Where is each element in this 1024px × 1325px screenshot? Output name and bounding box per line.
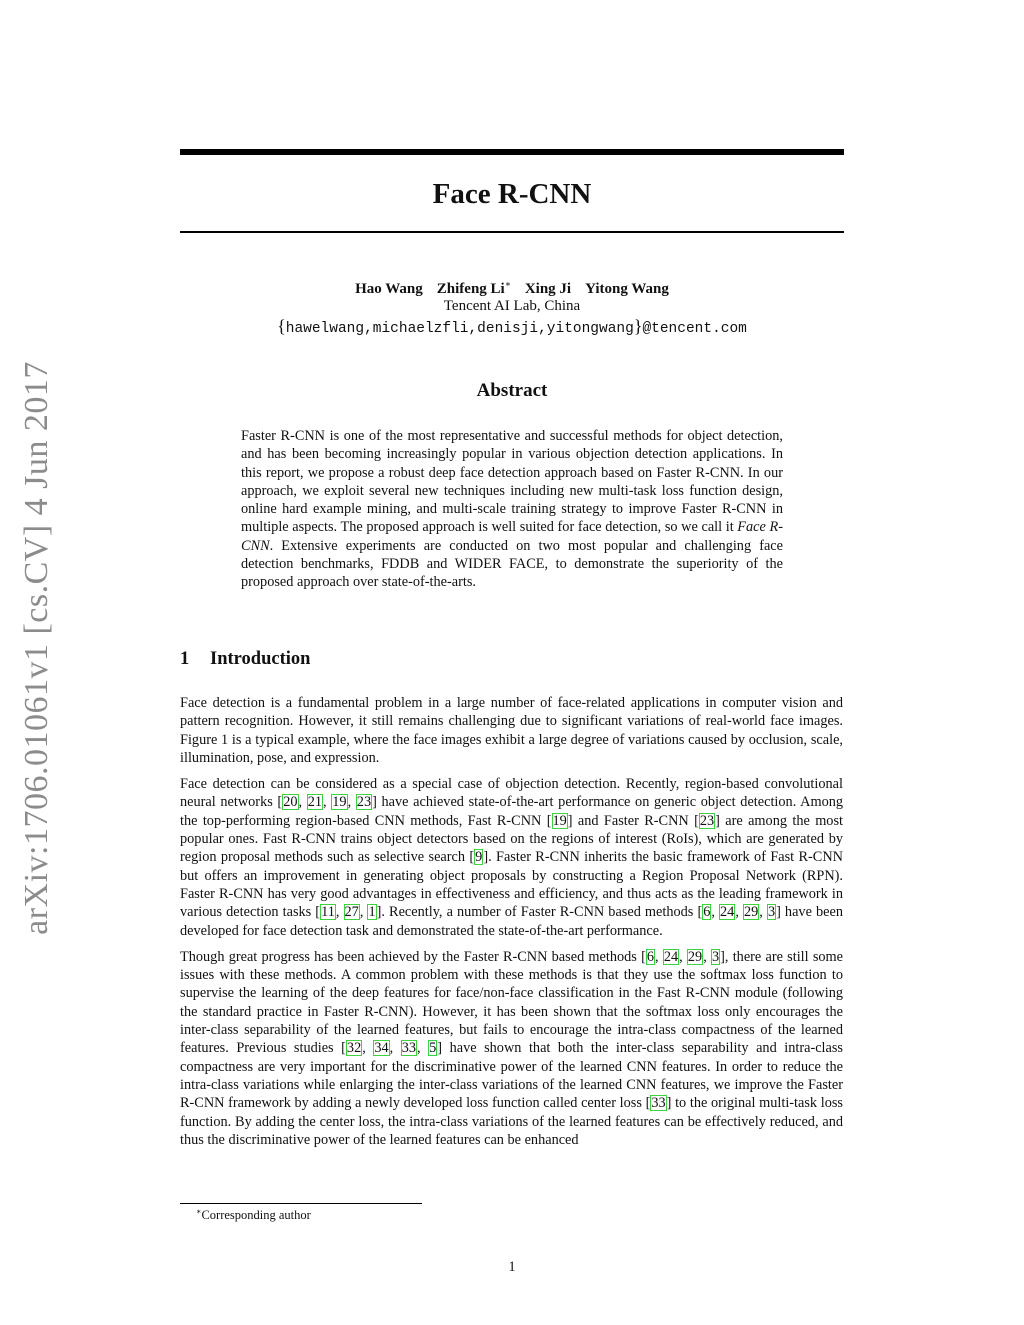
author-name: Zhifeng Li∗	[436, 279, 511, 297]
citation-link[interactable]: 19	[552, 812, 567, 829]
footnote-rule	[180, 1203, 422, 1204]
citation-link[interactable]: 3	[767, 904, 776, 921]
citation-link[interactable]: 23	[356, 794, 372, 811]
citation-link[interactable]: 6	[703, 904, 711, 921]
abstract-heading: Abstract	[476, 380, 548, 401]
title-bottom-rule	[180, 231, 844, 233]
citation-link[interactable]: 24	[663, 948, 679, 965]
citation-link[interactable]: 32	[346, 1040, 362, 1057]
page-number: 1	[508, 1259, 516, 1275]
section-title: Introduction	[210, 649, 311, 669]
author-name: Xing Ji	[524, 281, 572, 297]
citation-link[interactable]: 9	[475, 849, 483, 866]
abstract-text: Faster R-CNN is one of the most representative and successful methods for object detection, and has been becoming increasingly popular in various objection detection applications. In this report, we propose a robust deep face detection approach based on Faster R-CNN. In our approach, we exploit several new techniques including new multi-task loss function design, online hard example mining, and multi-scale training strategy to improve Faster R-CNN in multiple aspects. The proposed approach is well suited for face detection, so we call it Face R-CNN. Extensive experiments are conducted on two most popular and challenging face detection benchmarks, FDDB and WIDER FACE, to demonstrate the superiority of the proposed approach over state-of-the-arts.	[241, 428, 783, 591]
affiliation: Tencent AI Lab, China	[443, 298, 581, 314]
citation-link[interactable]: 19	[332, 794, 347, 811]
author-email: {hawelwang,michaelzfli,denisji,yitongwang}@tencent.com	[277, 316, 747, 337]
citation-link[interactable]: 3	[712, 948, 720, 965]
citation-link[interactable]: 5	[429, 1040, 437, 1057]
author-list	[180, 279, 844, 298]
citation-link[interactable]: 11	[321, 904, 335, 921]
section-heading-introduction	[180, 649, 310, 670]
citation-link[interactable]: 29	[687, 948, 703, 965]
introduction-body	[180, 694, 843, 1157]
paragraph: Face detection can be considered as a special case of objection detection. Recently, region-based convolutional neural networks [20, 21, 19, 23] have achieved state-of-the-art performance on generic object detection. Among the top-performing region-based CNN methods, Fast R-CNN [19] and Faster R-CNN [23] are among the most popular ones. Fast R-CNN trains object detectors based on the regions of interest (RoIs), which are generated by region proposal methods such as selective search [9]. Faster R-CNN inherits the basic framework of Fast R-CNN but offers an improvement in generating object proposals by constructing a Region Proposal Network (RPN). Faster R-CNN has very good advantages in effectiveness and efficiency, and thus acts as the leading framework in various detection tasks [11, 27, 1]. Recently, a number of Faster R-CNN based methods [6, 24, 29, 3] have been developed for face detection task and demonstrated the state-of-the-art performance.	[180, 776, 844, 939]
corresponding-mark: ∗	[504, 279, 511, 289]
citation-link[interactable]: 21	[307, 794, 323, 811]
section-number: 1	[180, 649, 190, 669]
citation-link[interactable]: 33	[651, 1095, 666, 1112]
citation-link[interactable]: 24	[720, 904, 735, 921]
citation-link[interactable]: 27	[344, 904, 359, 921]
arxiv-stamp: arXiv:1706.01061v1 [cs.CV] 4 Jun 2017	[18, 361, 55, 935]
citation-link[interactable]: 6	[646, 948, 655, 965]
paper-title: Face R-CNN	[432, 178, 592, 210]
footnote: ∗Corresponding author	[196, 1207, 311, 1223]
citation-link[interactable]: 33	[401, 1040, 417, 1057]
author-name: Hao Wang	[355, 281, 423, 297]
paragraph: Though great progress has been achieved by the Faster R-CNN based methods [6, 24, 29, 3], there are still some issues with these methods. A common problem with these methods is that they use the softmax loss function to supervise the learning of the deep features for face/non-face classification in the Fast R-CNN module (following the standard practice in Faster R-CNN). However, it has been shown that the softmax loss only encourages the inter-class separability of the learned features, but fails to encourage the intra-class compactness of the learned features. Previous studies [32, 34, 33, 5] have shown that both the inter-class separability and intra-class compactness are very important for the discriminative power of the learned CNN features. In order to reduce the intra-class variations while enlarging the inter-class variations of the learned CNN features, we improve the Faster R-CNN framework by adding a newly developed loss function called center loss [33] to the original multi-task loss function. By adding the center loss, the intra-class variations of the learned features can be effectively reduced, and thus the discriminative power of the learned features can be enhanced	[180, 948, 844, 1148]
citation-link[interactable]: 34	[374, 1040, 389, 1057]
citation-link[interactable]: 23	[699, 812, 715, 829]
footnote-mark: ∗	[196, 1207, 202, 1216]
method-name: Face R-CNN	[241, 519, 783, 554]
citation-link[interactable]: 29	[743, 904, 759, 921]
author-name: Yitong Wang	[585, 281, 669, 297]
citation-link[interactable]: 1	[368, 904, 376, 921]
paragraph: Face detection is a fundamental problem in a large number of face-related applications in computer vision and pattern recognition. However, it still remains challenging due to significant variations of real-world face images. Figure 1 is a typical example, where the face images exhibit a large degree of variations caused by occlusion, scale, illumination, pose, and expression.	[180, 695, 843, 766]
citation-link[interactable]: 20	[283, 794, 298, 811]
title-top-rule	[180, 149, 844, 155]
